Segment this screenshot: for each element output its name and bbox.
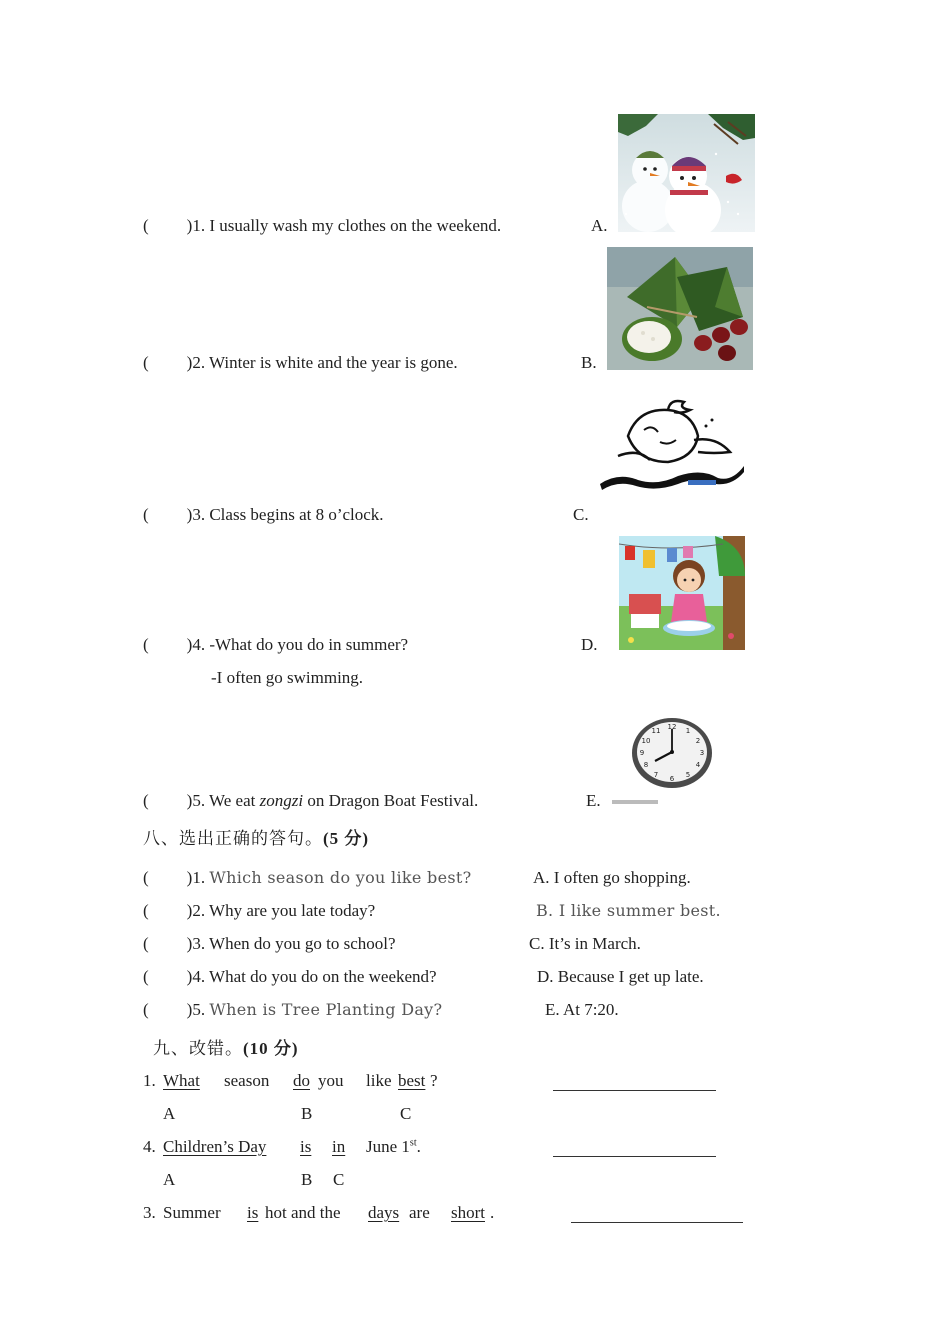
sentence-number: 3. (143, 1203, 156, 1222)
word-a: Children’s Day (163, 1137, 267, 1156)
answer-paren-open: ( (143, 353, 149, 372)
answer-option-d: D. Because I get up late. (537, 967, 704, 986)
item-text: Winter is white and the year is gone. (209, 353, 458, 372)
item-text: I usually wash my clothes on the weekend. (209, 216, 502, 235)
answer-paren-open: ( (143, 505, 149, 524)
label-c: C (400, 1104, 412, 1123)
answer-paren-open: ( (143, 216, 149, 235)
child-swimming-cartoon (598, 396, 746, 494)
question-1: ( )1. Which season do you like best? (143, 868, 472, 887)
svg-text:1: 1 (685, 727, 691, 735)
item-number: )5. (186, 791, 206, 810)
word: are (409, 1203, 430, 1222)
svg-text:9: 9 (639, 749, 645, 757)
item-text: -What do you do in summer? (209, 635, 409, 654)
question-4: ( )4. What do you do on the weekend? (143, 967, 437, 986)
section-9-title: 九、改错。(10 分) (153, 1039, 299, 1059)
label-c: C (333, 1170, 345, 1189)
svg-text:2: 2 (695, 737, 701, 745)
question-text: Which season do you like best? (209, 868, 472, 887)
label-b: B (301, 1104, 313, 1123)
word: you (318, 1071, 344, 1090)
item-number: )4. (186, 635, 206, 654)
question-text: Why are you late today? (209, 901, 376, 920)
correction-answer-line[interactable] (553, 1090, 716, 1091)
section-9-score: (10 分) (243, 1039, 299, 1058)
answer-option-e: E. At 7:20. (545, 1000, 619, 1019)
word-c: best (398, 1071, 426, 1090)
match-item-3 (143, 505, 384, 525)
word: June 1st. (366, 1137, 421, 1156)
correction-answer-line[interactable] (553, 1156, 716, 1157)
word: Summer (163, 1203, 221, 1222)
item-4-reply: -I often go swimming. (211, 668, 364, 687)
word-b: days (368, 1203, 400, 1222)
match-item-5 (143, 791, 478, 811)
answer-option-b: B. I like summer best. (536, 901, 721, 920)
question-text: When is Tree Planting Day? (209, 1000, 443, 1019)
item-number: )2. (186, 353, 206, 372)
item-text: We eat zongzi on Dragon Boat Festival. (209, 791, 479, 810)
section-8-title: 八、选出正确的答句。(5 分) (143, 829, 370, 849)
option-label-a: A. (591, 216, 608, 235)
answer-option-a: A. I often go shopping. (533, 868, 691, 887)
label-b: B (301, 1170, 313, 1189)
item-number: )3. (186, 505, 206, 524)
svg-text:4: 4 (695, 761, 701, 769)
answer-paren-open: ( (143, 635, 149, 654)
word: season (224, 1071, 270, 1090)
match-item-4 (143, 635, 408, 655)
option-label-c: C. (573, 505, 589, 524)
word-b: do (293, 1071, 310, 1090)
word-a: is (247, 1203, 259, 1222)
sentence-number: 4. (143, 1137, 156, 1156)
svg-text:3: 3 (699, 749, 705, 757)
option-label-b: B. (581, 353, 597, 372)
word-c: in (332, 1137, 346, 1156)
correction-answer-line[interactable] (571, 1222, 743, 1223)
word-b: is (300, 1137, 312, 1156)
word-c: short (451, 1203, 485, 1222)
answer-option-c: C. It’s in March. (529, 934, 641, 953)
svg-text:12: 12 (667, 723, 677, 731)
girl-washing-clothes-cartoon (619, 536, 745, 650)
question-5: ( )5. When is Tree Planting Day? (143, 1000, 443, 1019)
wall-clock-picture (630, 715, 714, 789)
svg-text:10: 10 (641, 737, 651, 745)
svg-text:5: 5 (685, 771, 691, 779)
image-caption-strip (612, 800, 658, 804)
punctuation: ? (430, 1071, 438, 1090)
word-a: What (163, 1071, 200, 1090)
option-label-d: D. (581, 635, 598, 654)
question-text: What do you do on the weekend? (209, 967, 437, 986)
item-text: Class begins at 8 o’clock. (209, 505, 384, 524)
question-3: ( )3. When do you go to school? (143, 934, 396, 953)
sentence-number: 1. (143, 1071, 156, 1090)
match-item-2 (143, 353, 458, 373)
punctuation: . (490, 1203, 495, 1222)
label-a: A (163, 1170, 176, 1189)
item-number: )1. (186, 216, 206, 235)
question-2: ( )2. Why are you late today? (143, 901, 376, 920)
svg-text:11: 11 (651, 727, 661, 735)
svg-text:6: 6 (669, 775, 675, 783)
answer-paren-open: ( (143, 791, 149, 810)
option-label-e: E. (586, 791, 601, 810)
section-8-score: (5 分) (323, 829, 370, 848)
snowmen-winter-picture (618, 114, 755, 232)
word: like (366, 1071, 392, 1090)
word: hot and the (265, 1203, 341, 1222)
label-a: A (163, 1104, 176, 1123)
svg-text:8: 8 (643, 761, 649, 769)
zongzi-dumplings-picture (607, 247, 753, 370)
svg-text:7: 7 (653, 771, 659, 779)
match-item-1 (143, 216, 501, 236)
question-text: When do you go to school? (209, 934, 396, 953)
